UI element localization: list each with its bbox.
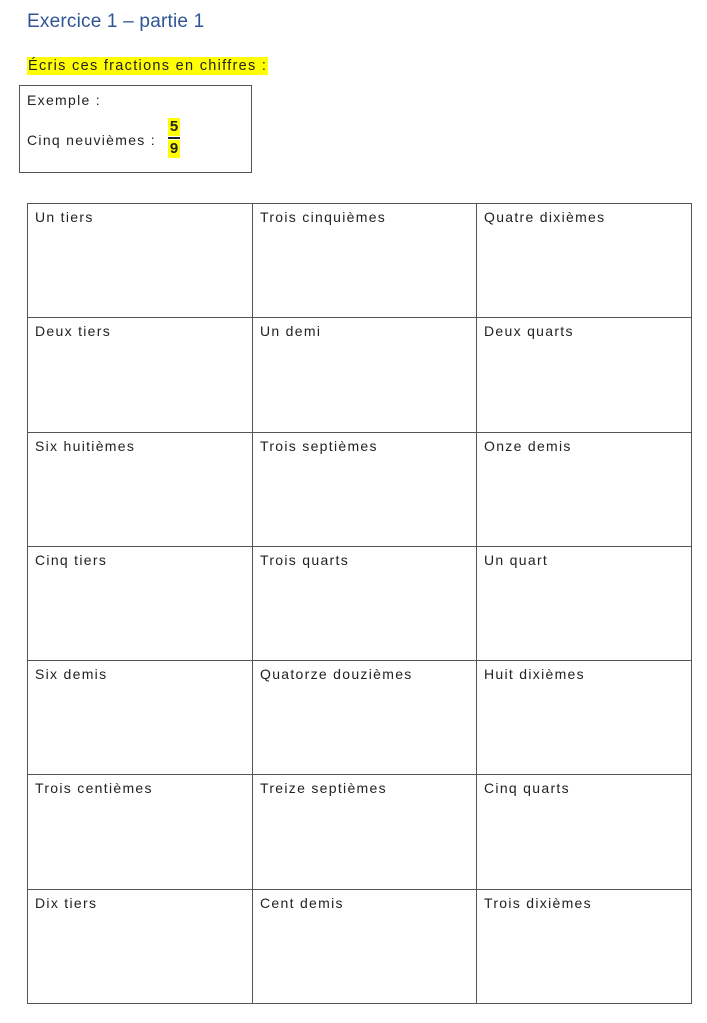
- grid-cell[interactable]: Trois septièmes: [253, 432, 477, 546]
- grid-cell[interactable]: Un demi: [253, 318, 477, 432]
- grid-cell[interactable]: Onze demis: [477, 432, 692, 546]
- example-label: Exemple :: [27, 92, 101, 108]
- grid-cell[interactable]: Treize septièmes: [253, 775, 477, 889]
- grid-cell[interactable]: Trois cinquièmes: [253, 204, 477, 318]
- grid-row: [28, 318, 692, 432]
- fraction-denominator: 9: [169, 140, 179, 157]
- grid-row: [28, 889, 692, 1003]
- grid-cell[interactable]: Cinq tiers: [28, 546, 253, 660]
- grid-cell[interactable]: Quatorze douzièmes: [253, 661, 477, 775]
- grid-cell[interactable]: Un tiers: [28, 204, 253, 318]
- fraction-bar: [168, 137, 180, 139]
- example-prompt: Cinq neuvièmes :: [27, 132, 156, 148]
- grid-cell[interactable]: Quatre dixièmes: [477, 204, 692, 318]
- grid-cell[interactable]: Six huitièmes: [28, 432, 253, 546]
- grid-cell[interactable]: Cinq quarts: [477, 775, 692, 889]
- grid-row: [28, 432, 692, 546]
- fractions-grid: [27, 203, 692, 1004]
- grid-cell[interactable]: Un quart: [477, 546, 692, 660]
- grid-cell[interactable]: Deux tiers: [28, 318, 253, 432]
- grid-row: [28, 204, 692, 318]
- example-fraction: [168, 118, 180, 158]
- grid-cell[interactable]: Six demis: [28, 661, 253, 775]
- grid-cell[interactable]: Trois dixièmes: [477, 889, 692, 1003]
- grid-cell[interactable]: Trois quarts: [253, 546, 477, 660]
- grid-cell[interactable]: Deux quarts: [477, 318, 692, 432]
- grid-row: [28, 775, 692, 889]
- instruction-text: Écris ces fractions en chiffres :: [28, 58, 268, 74]
- fraction-numerator: 5: [169, 118, 179, 135]
- grid-cell[interactable]: Dix tiers: [28, 889, 253, 1003]
- grid-row: [28, 661, 692, 775]
- grid-cell[interactable]: Trois centièmes: [28, 775, 253, 889]
- grid-row: [28, 546, 692, 660]
- page-title: Exercice 1 – partie 1: [27, 11, 205, 32]
- example-box: [19, 85, 252, 173]
- grid-cell[interactable]: Huit dixièmes: [477, 661, 692, 775]
- grid-cell[interactable]: Cent demis: [253, 889, 477, 1003]
